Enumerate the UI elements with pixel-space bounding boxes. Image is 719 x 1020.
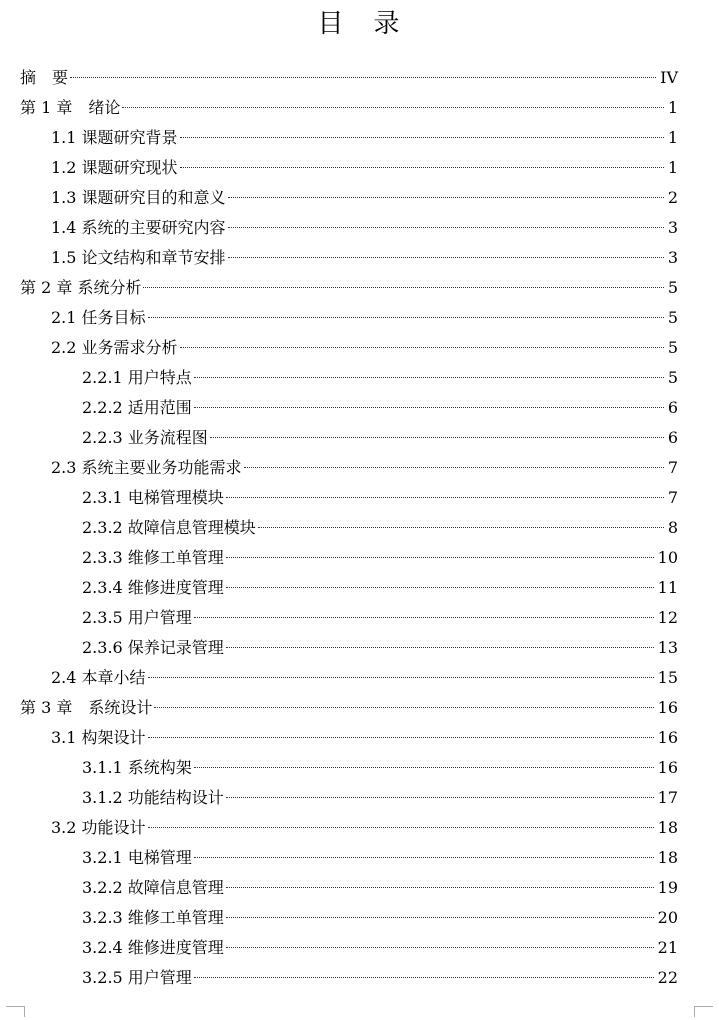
toc-dot-leader: [194, 376, 664, 378]
toc-dot-leader: [226, 886, 654, 888]
toc-dot-leader: [226, 496, 664, 498]
toc-entry-title: 2.1 任务目标: [51, 308, 146, 327]
toc-entry[interactable]: [0, 363, 719, 393]
toc-entry[interactable]: [0, 573, 719, 603]
toc-entry-page-number: 8: [667, 518, 678, 537]
toc-entry[interactable]: [0, 813, 719, 843]
toc-entry-page-number: 7: [667, 488, 678, 507]
toc-entry-title: 摘 要: [20, 68, 69, 87]
toc-entry-page-number: 16: [657, 698, 678, 717]
toc-entry-page-number: 1: [667, 158, 678, 177]
toc-entry-title: 3.2.3 维修工单管理: [82, 908, 224, 927]
toc-entry-title: 3.1.1 系统构架: [82, 758, 192, 777]
toc-dot-leader: [226, 556, 654, 558]
toc-entry[interactable]: [0, 633, 719, 663]
toc-dot-leader: [228, 256, 664, 258]
toc-dot-leader: [148, 736, 654, 738]
toc-entry-title: 1.1 课题研究背景: [51, 128, 178, 147]
toc-entry[interactable]: [0, 243, 719, 273]
toc-entry-page-number: 5: [667, 368, 678, 387]
toc-dot-leader: [194, 856, 654, 858]
toc-entry[interactable]: [0, 303, 719, 333]
toc-entry-page-number: 10: [657, 548, 678, 567]
toc-dot-leader: [194, 406, 664, 408]
toc-entry-title: 3.2 功能设计: [51, 818, 146, 837]
toc-entry[interactable]: [0, 423, 719, 453]
toc-dot-leader: [70, 76, 656, 78]
toc-entry[interactable]: [0, 333, 719, 363]
toc-entry-title: 2.2.1 用户特点: [82, 368, 192, 387]
toc-entry-page-number: 13: [657, 638, 678, 657]
toc-entry-page-number: 16: [657, 728, 678, 747]
toc-entry-title: 1.2 课题研究现状: [51, 158, 178, 177]
toc-entry-page-number: 17: [657, 788, 678, 807]
toc-dot-leader: [210, 436, 664, 438]
toc-dot-leader: [228, 226, 664, 228]
toc-entry[interactable]: [0, 153, 719, 183]
toc-entry-title: 1.3 课题研究目的和意义: [51, 188, 226, 207]
toc-entry[interactable]: [0, 963, 719, 993]
toc-entry-title: 2.3.6 保养记录管理: [82, 638, 224, 657]
toc-entry-title: 第 1 章 绪论: [20, 98, 121, 117]
toc-entry[interactable]: [0, 663, 719, 693]
toc-dot-leader: [194, 616, 654, 618]
toc-entry-title: 1.5 论文结构和章节安排: [51, 248, 226, 267]
toc-entry[interactable]: [0, 543, 719, 573]
toc-entry-page-number: 11: [657, 578, 678, 597]
toc-entry-title: 2.4 本章小结: [51, 668, 146, 687]
toc-entry[interactable]: [0, 63, 719, 93]
toc-entry-title: 1.4 系统的主要研究内容: [51, 218, 226, 237]
toc-entry-page-number: 19: [657, 878, 678, 897]
toc-dot-leader: [258, 526, 664, 528]
toc-entry-page-number: 3: [667, 218, 678, 237]
toc-dot-leader: [226, 586, 654, 588]
toc-entry-page-number: 5: [667, 308, 678, 327]
toc-entry-title: 2.2.3 业务流程图: [82, 428, 208, 447]
toc-dot-leader: [226, 796, 654, 798]
toc-entry-page-number: 22: [657, 968, 678, 987]
toc-entry[interactable]: [0, 123, 719, 153]
toc-entry[interactable]: [0, 873, 719, 903]
toc-entry-page-number: 1: [667, 98, 678, 117]
toc-dot-leader: [226, 916, 654, 918]
toc-entry-title: 3.2.5 用户管理: [82, 968, 192, 987]
toc-entry[interactable]: [0, 933, 719, 963]
toc-entry-page-number: 5: [667, 338, 678, 357]
toc-entry[interactable]: [0, 903, 719, 933]
toc-entry-title: 2.3.1 电梯管理模块: [82, 488, 224, 507]
toc-entry-page-number: 15: [657, 668, 678, 687]
toc-entry[interactable]: [0, 183, 719, 213]
toc-entry[interactable]: [0, 213, 719, 243]
toc-entry-title: 3.2.2 故障信息管理: [82, 878, 224, 897]
page-title: 目 录: [317, 9, 402, 39]
toc-entry-page-number: 1: [667, 128, 678, 147]
toc-dot-leader: [226, 646, 654, 648]
toc-entry-title: 3.1 构架设计: [51, 728, 146, 747]
toc-entry-title: 第 2 章 系统分析: [20, 278, 142, 297]
toc-dot-leader: [244, 466, 664, 468]
toc-entry-page-number: 16: [657, 758, 678, 777]
toc-entry-page-number: IV: [660, 68, 678, 87]
toc-dot-leader: [148, 676, 654, 678]
toc-dot-leader: [180, 346, 664, 348]
toc-entry-page-number: 12: [657, 608, 678, 627]
toc-entry[interactable]: [0, 843, 719, 873]
toc-entry-page-number: 21: [657, 938, 678, 957]
toc-dot-leader: [148, 826, 654, 828]
toc-entry-page-number: 5: [667, 278, 678, 297]
toc-dot-leader: [143, 286, 663, 288]
toc-entry-page-number: 6: [667, 398, 678, 417]
toc-entry[interactable]: [0, 393, 719, 423]
toc-entry-title: 3.2.4 维修进度管理: [82, 938, 224, 957]
toc-entry-title: 2.3.3 维修工单管理: [82, 548, 224, 567]
toc-entry[interactable]: [0, 783, 719, 813]
toc-entry[interactable]: [0, 483, 719, 513]
toc-entry[interactable]: [0, 93, 719, 123]
toc-entry[interactable]: [0, 273, 719, 303]
toc-entry-page-number: 6: [667, 428, 678, 447]
toc-entry-title: 2.3.2 故障信息管理模块: [82, 518, 256, 537]
toc-entry[interactable]: [0, 693, 719, 723]
toc-entry[interactable]: [0, 753, 719, 783]
toc-entry-page-number: 18: [657, 848, 678, 867]
toc-entry-title: 3.2.1 电梯管理: [82, 848, 192, 867]
toc-entry[interactable]: [0, 513, 719, 543]
toc-dot-leader: [226, 946, 654, 948]
toc-entry-title: 2.3.5 用户管理: [82, 608, 192, 627]
toc-dot-leader: [122, 106, 663, 108]
toc-dot-leader: [228, 196, 664, 198]
toc-entry-title: 2.3 系统主要业务功能需求: [51, 458, 242, 477]
toc-entry[interactable]: [0, 723, 719, 753]
table-of-contents: [0, 63, 719, 993]
toc-dot-leader: [194, 766, 654, 768]
toc-entry-page-number: 20: [657, 908, 678, 927]
toc-entry-title: 3.1.2 功能结构设计: [82, 788, 224, 807]
toc-entry-page-number: 7: [667, 458, 678, 477]
toc-entry-page-number: 18: [657, 818, 678, 837]
toc-dot-leader: [180, 166, 664, 168]
toc-dot-leader: [148, 316, 664, 318]
toc-dot-leader: [154, 706, 653, 708]
toc-entry-page-number: 3: [667, 248, 678, 267]
page-corner-mark-left: [6, 1006, 25, 1017]
toc-entry-title: 2.2 业务需求分析: [51, 338, 178, 357]
toc-entry-title: 2.3.4 维修进度管理: [82, 578, 224, 597]
toc-entry-title: 2.2.2 适用范围: [82, 398, 192, 417]
toc-entry[interactable]: [0, 603, 719, 633]
page-corner-mark-right: [694, 1006, 713, 1017]
toc-dot-leader: [194, 976, 654, 978]
toc-entry-page-number: 2: [667, 188, 678, 207]
toc-entry[interactable]: [0, 453, 719, 483]
toc-entry-title: 第 3 章 系统设计: [20, 698, 153, 717]
toc-dot-leader: [180, 136, 664, 138]
